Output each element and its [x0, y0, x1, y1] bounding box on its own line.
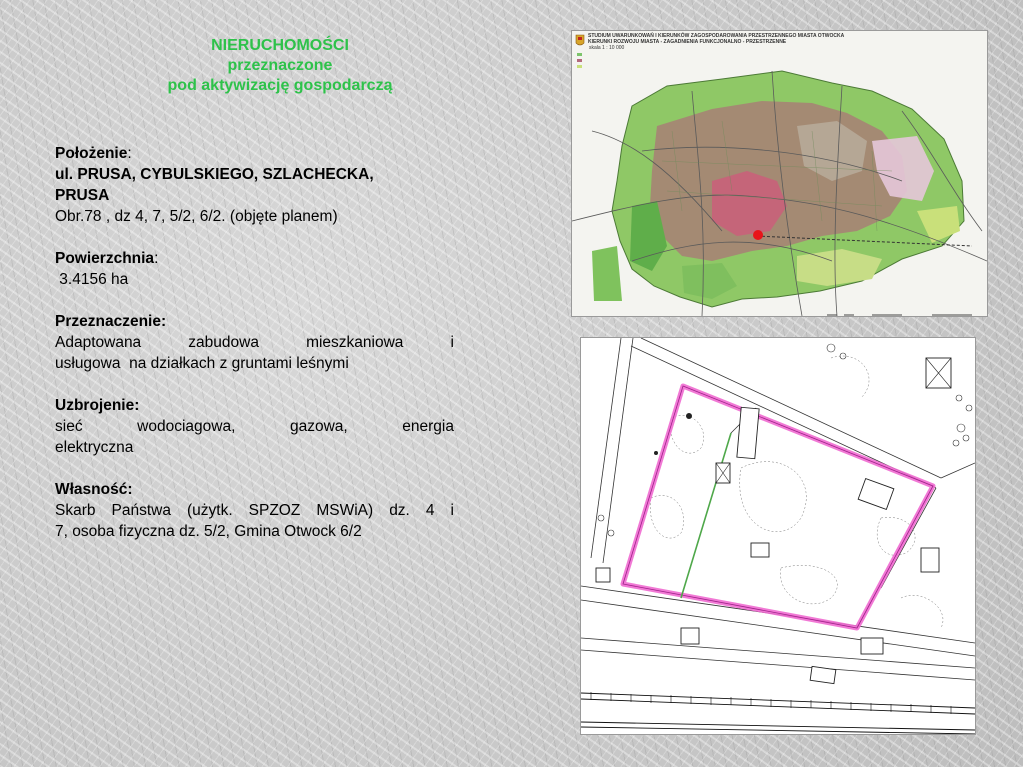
- ownership-word: 4: [425, 502, 435, 519]
- ownership-line-2: 7, osoba fizyczna dz. 5/2, Gmina Otwock 6/2: [55, 523, 362, 540]
- zoning-map-drawing: [572, 31, 987, 316]
- area-value: 3.4156 ha: [55, 271, 129, 288]
- purpose-section: [55, 311, 454, 374]
- location-streets-line-1: ul. PRUSA, CYBULSKIEGO, SZLACHECKA,: [55, 166, 374, 183]
- purpose-line-2: usługowa na działkach z gruntami leśnymi: [55, 355, 349, 372]
- slide-title: [120, 36, 440, 96]
- map-legend: [577, 53, 582, 68]
- utilities-section: [55, 395, 454, 458]
- ownership-word: Skarb: [55, 502, 96, 519]
- ownership-word: i: [450, 502, 454, 519]
- location-label: Położenie: [55, 145, 128, 162]
- ownership-word: Państwa: [111, 502, 171, 519]
- purpose-line-1: [55, 332, 454, 353]
- purpose-word: mieszkaniowa: [306, 334, 404, 351]
- area-label: Powierzchnia: [55, 250, 155, 267]
- property-details: [55, 143, 454, 563]
- ownership-line-1: [55, 500, 454, 521]
- property-location-marker: [753, 230, 763, 240]
- location-section: [55, 143, 454, 227]
- utilities-word: gazowa,: [289, 418, 348, 435]
- utilities-word: sieć: [55, 418, 83, 435]
- utilities-word: energia: [402, 418, 454, 435]
- purpose-word: i: [450, 334, 454, 351]
- utilities-line-1: [55, 416, 454, 437]
- ownership-label: Własność:: [55, 481, 133, 498]
- location-parcels: Obr.78 , dz 4, 7, 5/2, 6/2. (objęte planem): [55, 208, 338, 225]
- zoning-map-header: [588, 33, 888, 51]
- title-line-3: pod aktywizację gospodarczą: [167, 77, 393, 94]
- ownership-word: (użytk.: [186, 502, 233, 519]
- area-section: [55, 248, 454, 290]
- utilities-label: Uzbrojenie:: [55, 397, 140, 414]
- purpose-word: zabudowa: [188, 334, 259, 351]
- purpose-label: Przeznaczenie:: [55, 313, 167, 330]
- ownership-section: [55, 479, 454, 542]
- zoning-map-title: STUDIUM UWARUNKOWAŃ I KIERUNKÓW ZAGOSPODAROWANIA PRZESTRZENNEGO MIASTA OTWOCKA: [588, 33, 845, 39]
- ownership-word: dz.: [389, 502, 410, 519]
- location-colon: :: [127, 145, 132, 162]
- title-line-1: NIERUCHOMOŚCI: [211, 37, 349, 54]
- zoning-map: [571, 30, 988, 317]
- zoning-map-scale: skala 1 : 10 000: [589, 45, 625, 51]
- cadastral-map-drawing: [581, 338, 975, 734]
- purpose-word: Adaptowana: [55, 334, 142, 351]
- zoning-map-subtitle: KIERUNKI ROZWOJU MIASTA - ZAGADNIENIA FUNKCJONALNO - PRZESTRZENNE: [588, 39, 787, 45]
- ownership-word: SPZOZ: [248, 502, 301, 519]
- cadastral-plot-map: [580, 337, 976, 735]
- ownership-word: MSWiA): [316, 502, 374, 519]
- area-colon: :: [154, 250, 159, 267]
- location-streets-line-2: PRUSA: [55, 187, 110, 204]
- utilities-word: wodociagowa,: [137, 418, 236, 435]
- utilities-line-2: elektryczna: [55, 439, 134, 456]
- title-line-2: przeznaczone: [227, 57, 333, 74]
- coat-of-arms-icon: [576, 35, 584, 45]
